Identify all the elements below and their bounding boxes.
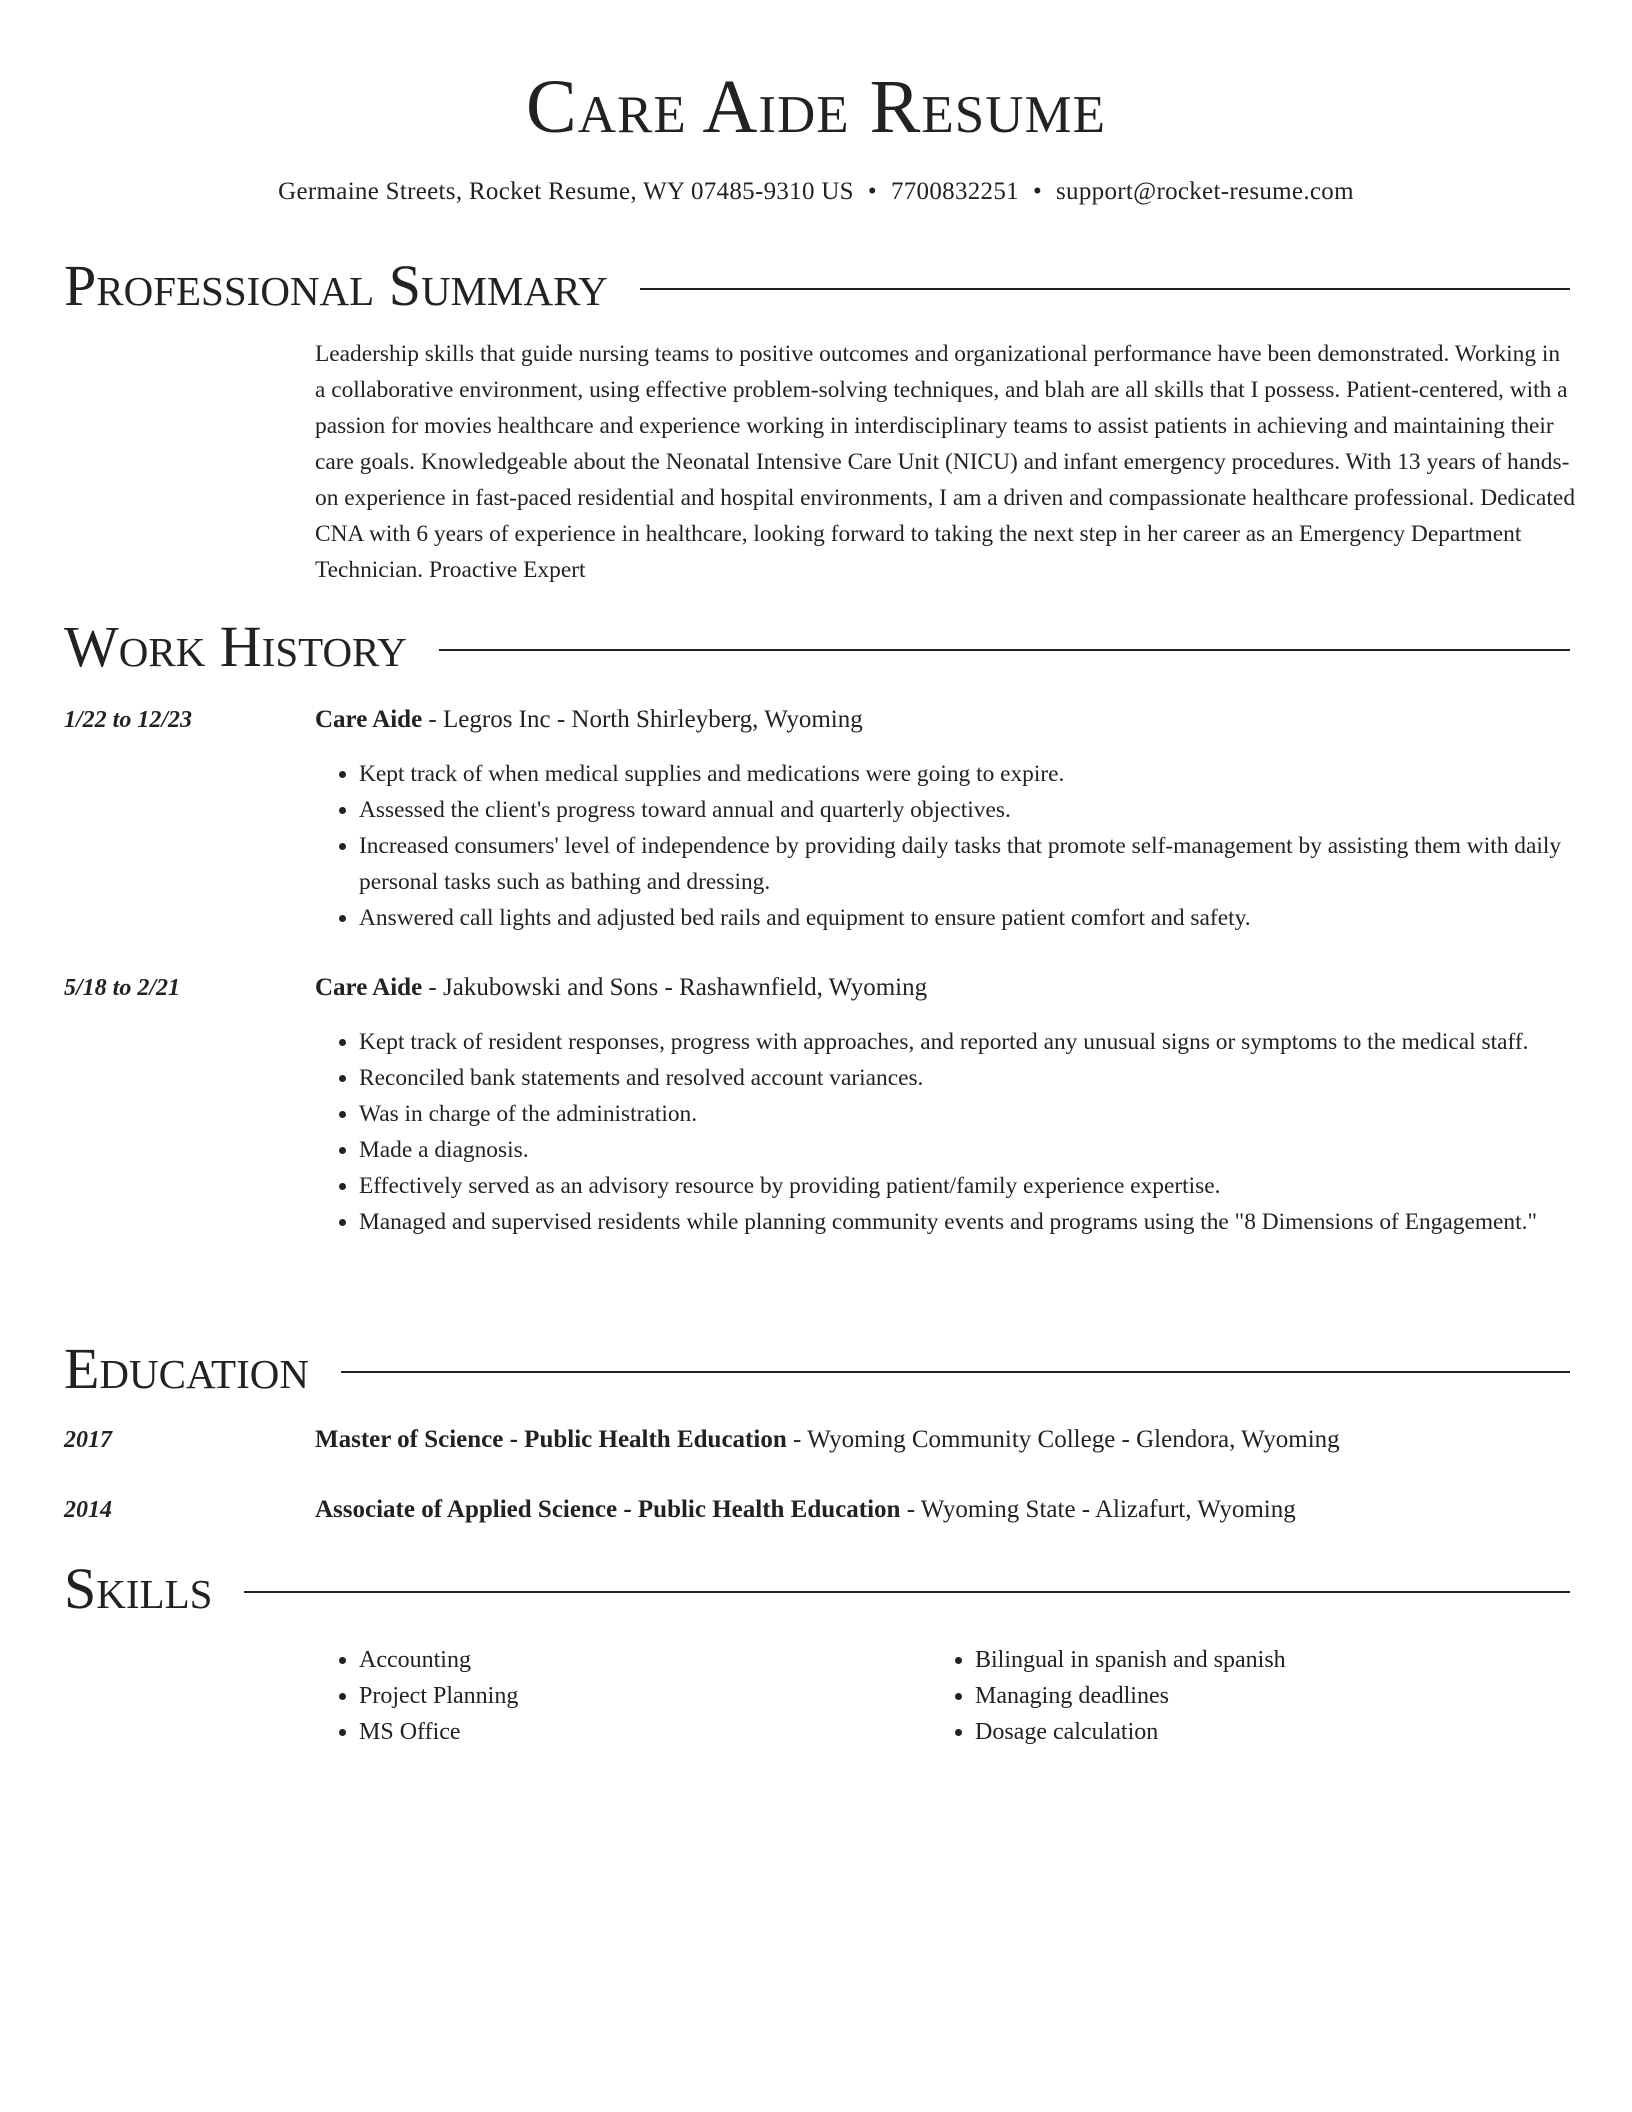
section-title-skills: Skills bbox=[64, 1556, 213, 1621]
job-heading bbox=[315, 702, 1575, 738]
education-year: 2014 bbox=[64, 1497, 112, 1523]
job-bullets bbox=[315, 1024, 1575, 1240]
job-bullet: • Assessed the client's progress toward annual and quarterly objectives. bbox=[359, 792, 1575, 828]
section-header-education bbox=[64, 1337, 1570, 1401]
contact-address: Germaine Streets, Rocket Resume, WY 07485-9310 US bbox=[278, 178, 854, 205]
section-divider bbox=[640, 288, 1570, 290]
section-title-education: Education bbox=[64, 1336, 309, 1401]
job-details: - Jakubowski and Sons - Rashawnfield, Wyoming bbox=[422, 974, 928, 1001]
job-bullet: • Kept track of resident responses, progress with approaches, and reported any unusual signs or symptoms to the medical staff. bbox=[359, 1024, 1575, 1060]
job-bullet: • Managed and supervised residents while planning community events and programs using the "8 Dimensions of Engagement." bbox=[359, 1204, 1575, 1240]
education-degree: Associate of Applied Science - Public Health Education bbox=[315, 1496, 901, 1523]
contact-separator: • bbox=[1032, 178, 1043, 205]
skill-item: • Bilingual in spanish and spanish bbox=[975, 1642, 1575, 1678]
contact-email: support@rocket-resume.com bbox=[1056, 178, 1354, 205]
education-details: - Wyoming Community College - Glendora, Wyoming bbox=[786, 1426, 1340, 1453]
education-degree: Master of Science - Public Health Education bbox=[315, 1426, 787, 1453]
section-title-work: Work History bbox=[64, 614, 407, 679]
contact-separator: • bbox=[867, 178, 877, 205]
education-details: - Wyoming State - Alizafurt, Wyoming bbox=[900, 1496, 1296, 1523]
job-dates: 5/18 to 2/21 bbox=[64, 975, 181, 1001]
job-bullet: • Effectively served as an advisory resource by providing patient/family experience expertise. bbox=[359, 1168, 1575, 1204]
skills-list-left bbox=[315, 1642, 919, 1750]
contact-phone: 7700832251 bbox=[890, 178, 1019, 205]
job-bullet: • Was in charge of the administration. bbox=[359, 1096, 1575, 1132]
skill-item: • Dosage calculation bbox=[975, 1714, 1575, 1750]
contact-line bbox=[0, 176, 1632, 208]
education-entry bbox=[315, 1492, 1575, 1528]
job-bullets bbox=[315, 756, 1575, 936]
section-divider bbox=[244, 1591, 1570, 1593]
section-header-work bbox=[64, 615, 1570, 679]
section-divider bbox=[439, 649, 1570, 651]
skills-list-right bbox=[931, 1642, 1575, 1750]
job-details: - Legros Inc - North Shirleyberg, Wyoming bbox=[422, 706, 863, 733]
resume-title: Care Aide Resume bbox=[526, 65, 1106, 149]
section-divider bbox=[341, 1371, 1570, 1373]
section-header-skills bbox=[64, 1557, 1570, 1621]
job-bullet: • Made a diagnosis. bbox=[359, 1132, 1575, 1168]
job-bullet: • Reconciled bank statements and resolved account variances. bbox=[359, 1060, 1575, 1096]
job-bullet: • Increased consumers' level of independence by providing daily tasks that promote self-management by assisting them with daily personal tasks such as bathing and dressing. bbox=[359, 828, 1575, 900]
section-header-summary bbox=[64, 254, 1570, 318]
job-title: Care Aide bbox=[315, 974, 423, 1001]
job-bullet: • Kept track of when medical supplies and medications were going to expire. bbox=[359, 756, 1575, 792]
job-title: Care Aide bbox=[315, 706, 423, 733]
education-entry bbox=[315, 1422, 1575, 1458]
skill-item: • Managing deadlines bbox=[975, 1678, 1575, 1714]
education-year: 2017 bbox=[64, 1427, 112, 1453]
job-heading bbox=[315, 970, 1575, 1006]
section-title-summary: Professional Summary bbox=[64, 253, 608, 318]
job-dates: 1/22 to 12/23 bbox=[64, 707, 193, 733]
job-bullet: • Answered call lights and adjusted bed rails and equipment to ensure patient comfort and safety. bbox=[359, 900, 1575, 936]
skill-item: • Project Planning bbox=[359, 1678, 919, 1714]
summary-text: Leadership skills that guide nursing teams to positive outcomes and organizational performance have been demonstrated. Working in a collaborative environment, using effective problem-solving techniques, and blah are all skills that I possess. Patient-centered, with a passion for movies healthcare and experience working in interdisciplinary teams to assist patients in achieving and maintaining their care goals. Knowledgeable about the Neonatal Intensive Care Unit (NICU) and infant emergency procedures. With 13 years of hands-on experience in fast-paced residential and hospital environments, I am a driven and compassionate healthcare professional. Dedicated CNA with 6 years of experience in healthcare, looking forward to taking the next step in her career as an Emergency Department Technician. Proactive Expert bbox=[315, 341, 1576, 583]
skill-item: • MS Office bbox=[359, 1714, 919, 1750]
skill-item: • Accounting bbox=[359, 1642, 919, 1678]
